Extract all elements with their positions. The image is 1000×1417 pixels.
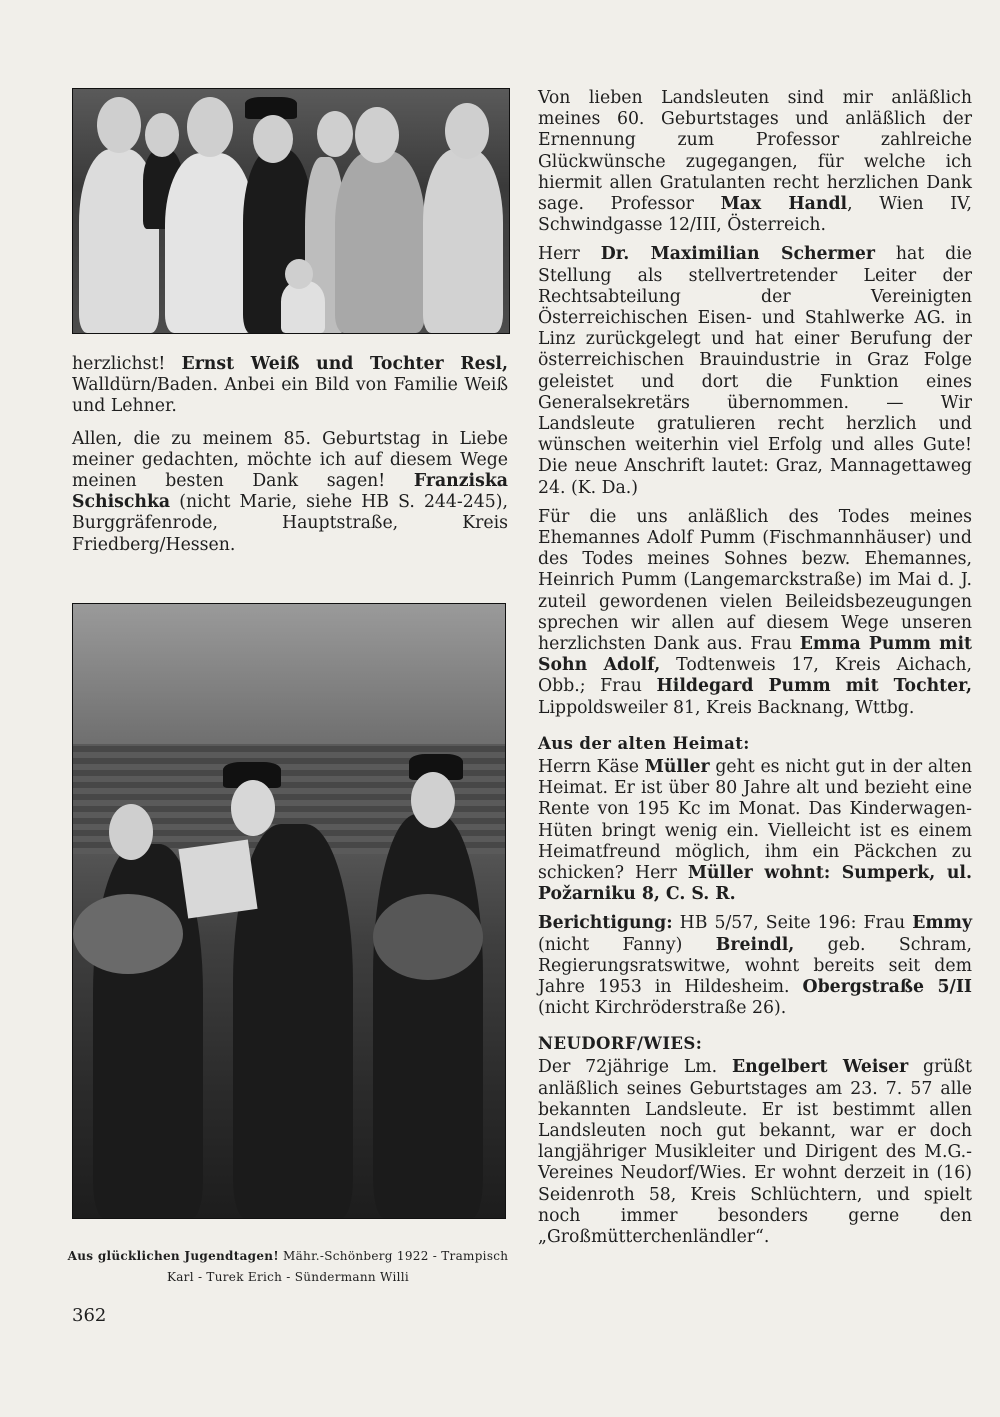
photo-figure: [445, 103, 489, 159]
address-obergstrasse: Obergstraße 5/II: [802, 976, 972, 997]
name-ernst-weiss: Ernst Weiß und Tochter Resl,: [181, 354, 508, 374]
news-paragraph-weiser: [538, 1057, 972, 1248]
name-hildegard-pumm: Hildegard Pumm mit Tochter,: [656, 676, 972, 697]
thanks-paragraph-schischka: [72, 429, 508, 556]
photo-detail: [178, 839, 257, 918]
name-mueller: Müller: [644, 756, 710, 777]
text: Herr: [538, 244, 601, 265]
caption-text: Mähr.-Schönberg 1922 - Trampisch Karl - Turek Erich - Sündermann Willi: [166, 1249, 509, 1284]
page-number: 362: [72, 1305, 107, 1326]
photo-figure: [253, 115, 293, 163]
name-emma-pumm: Emma Pumm mit Sohn Adolf,: [538, 634, 973, 676]
name-breindl: Breindl,: [715, 934, 795, 955]
family-photo: [72, 88, 510, 334]
text: Für die uns anläßlich des Todes meines Ehemannes Adolf Pumm (Fischmannhäuser) und des Todes meines Sohnes bezw. Ehemannes, Heinrich Pumm (Langemarckstraße) im Mai d. J. zuteil gewordenen vielen Beileidsbezeugungen sprechen wir allen auf diesem Wege unseren herzlichsten Dank aus. Frau: [538, 506, 972, 655]
thanks-paragraph-weiss: [72, 354, 508, 418]
text: (nicht Kirchröderstraße 26).: [538, 998, 787, 1019]
label-berichtigung: Berichtigung:: [538, 913, 673, 934]
thanks-paragraph-pumm: [538, 507, 972, 719]
photo-figure: [165, 153, 255, 333]
photo-caption: [60, 1246, 516, 1288]
photo-figure: [373, 814, 483, 1218]
thanks-paragraph-handl: [538, 88, 972, 236]
photo-figure: [97, 97, 141, 153]
text: Herrn Käse: [538, 756, 645, 777]
name-emmy: Emmy: [912, 913, 972, 934]
photo-figure: [411, 772, 455, 828]
text: Lippoldsweiler 81, Kreis Backnang, Wttbg.: [538, 697, 915, 718]
photo-figure: [355, 107, 399, 163]
name-engelbert-weiser: Engelbert Weiser: [731, 1057, 909, 1078]
photo-figure: [231, 780, 275, 836]
text: , Wien IV, Schwindgasse 12/III, Österreich.: [538, 194, 972, 236]
photo-figure: [317, 111, 353, 157]
text: (nicht Marie, siehe HB S. 244-245), Burggräfenrode, Hauptstraße, Kreis Friedberg/Hessen.: [72, 492, 508, 555]
text: HB 5/57, Seite 196: Frau: [672, 913, 913, 934]
name-franziska-schischka: Franziska Schischka: [72, 471, 508, 513]
text: Allen, die zu meinem 85. Geburtstag in Liebe meiner gedachten, möchte ich auf diesem Wege meinen besten Dank sagen!: [72, 428, 508, 492]
text: Von lieben Landsleuten sind mir anläßlich meines 60. Geburtstages und anläßlich der Ernennung zum Professor zahlreiche Glückwünsche zugegangen, für welche ich hiermit allen Gratulanten recht herzlichen Dank sage. Professor: [538, 88, 972, 215]
correction-paragraph: [538, 913, 972, 1019]
caption-title: Aus glücklichen Jugendtagen!: [67, 1249, 279, 1263]
text: grüßt anläßlich seines Geburtstages am 23. 7. 57 alle bekannten Landsleute. Er ist bestimmt allen Landsleuten noch gut bekannt, war er doch langjähriger Musikleiter und Dirigent des M.G.-Vereines Neudorf/Wies. Er wohnt derzeit in (16) Seidenroth 58, Kreis Schlüchtern, und spielt noch immer besonders gerne den „Großmütterchenländler“.: [538, 1057, 972, 1247]
text: geb. Schram, Regierungsratswitwe, wohnt bereits seit dem Jahre 1953 in Hildesheim.: [538, 934, 972, 997]
section-heading-alte-heimat: Aus der alten Heimat:: [538, 733, 750, 753]
news-paragraph-schermer: [538, 244, 972, 498]
text: hat die Stellung als stellvertretender Leiter der Rechtsabteilung der Vereinigten Österreichischen Eisen- und Stahlwerke AG. in Linz zurückgelegt und hat einer Berufung der österreichischen Brauindustrie in Graz Folge geleistet und dort die Funktion eines Generalsekretärs übernommen. — Wir Landsleute gratulieren recht herzlich und wünschen weiterhin viel Erfolg und alles Gute! Die neue Anschrift lautet: Graz, Mannagettaweg 24. (K. Da.): [538, 244, 972, 498]
photo-figure: [423, 149, 503, 333]
text: Walldürn/Baden. Anbei ein Bild von Familie Weiß und Lehner.: [72, 375, 508, 417]
address-mueller: Müller wohnt: Sumperk, ul. Požarniku 8, C. S. R.: [538, 862, 972, 905]
text: Todtenweis 17, Kreis Aichach, Obb.; Frau: [538, 655, 972, 697]
photo-figure: [145, 113, 179, 157]
musicians-photo: [72, 603, 506, 1219]
photo-figure: [73, 894, 183, 974]
text: herzlichst!: [72, 354, 182, 374]
section-heading-neudorf: NEUDORF/WIES:: [538, 1034, 703, 1054]
text: geht es nicht gut in der alten Heimat. Er ist über 80 Jahre alt und bezieht eine Rente von 195 Kc im Monat. Das Kinderwagen-Hüten bringt wenig ein. Vielleicht ist es einem Heimatfreund möglich, ihm ein Päckchen zu schicken? Herr: [538, 756, 973, 883]
name-schermer: Dr. Maximilian Schermer: [600, 244, 876, 265]
right-column: [538, 88, 972, 1248]
text: (nicht Fanny): [538, 934, 716, 955]
photo-figure: [285, 259, 313, 289]
photo-figure: [373, 894, 483, 980]
text: Der 72jährige Lm.: [538, 1057, 732, 1078]
photo-figure: [187, 97, 233, 157]
photo-figure: [109, 804, 153, 860]
left-column: [72, 88, 508, 556]
photo-figure: [281, 281, 325, 333]
news-paragraph-mueller: [538, 757, 972, 905]
name-max-handl: Max Handl: [720, 194, 848, 215]
photo-figure: [335, 151, 425, 333]
